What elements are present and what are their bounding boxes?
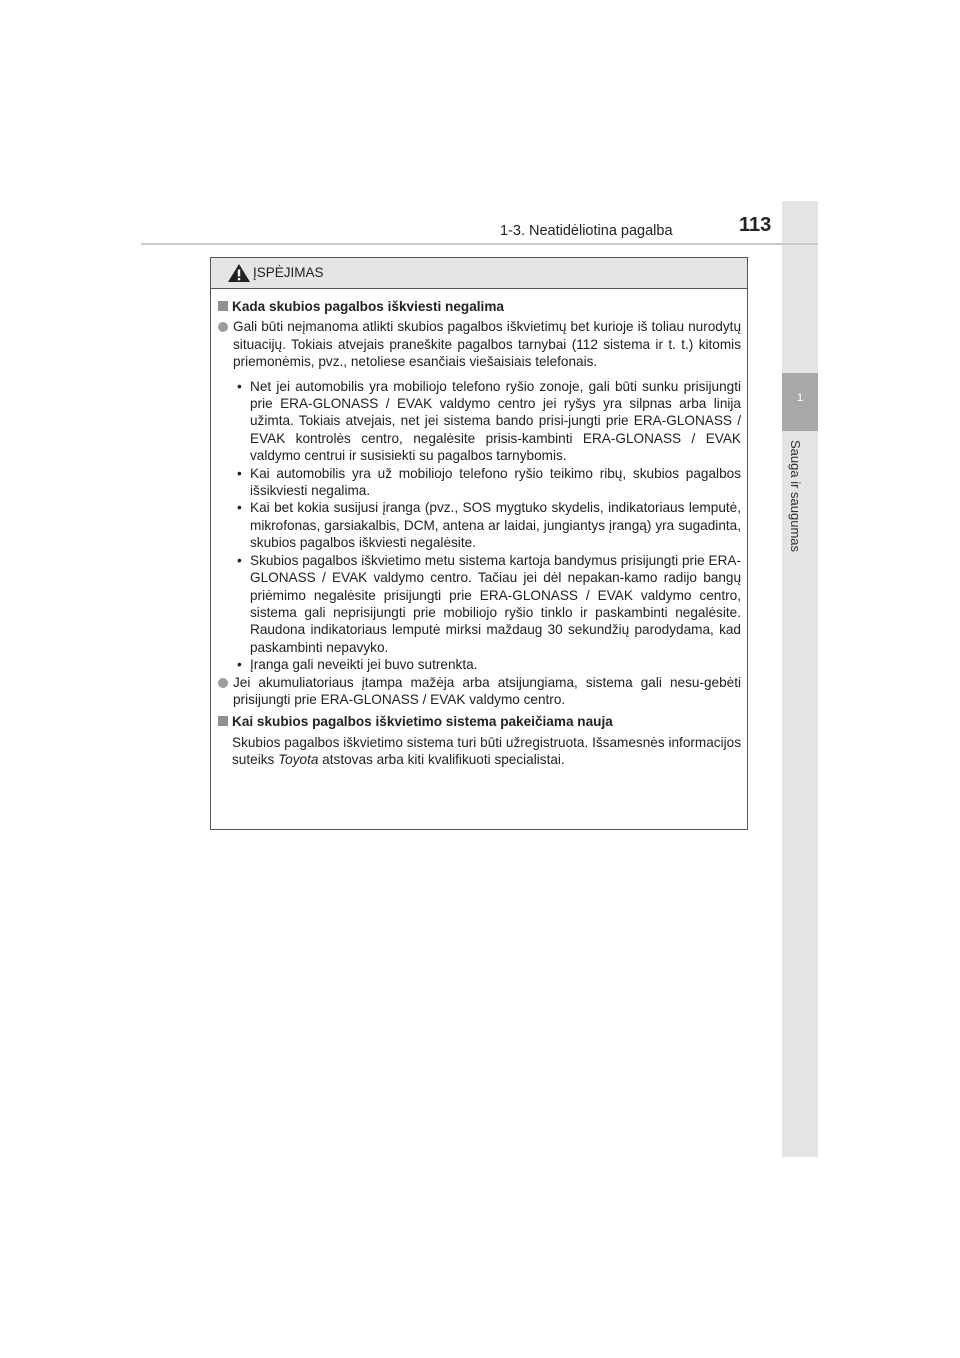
square-bullet-icon [218,716,228,726]
list-item-text: Skubios pagalbos iškvietimo metu sistema kartoja bandymus prisijungti prie ERA-GLONASS / EVAK valdymo centro. Tačiau jei dėl nepakan-kamo radijo bangų priėmimo negalėsite prisijungti prie ERA-GLONASS / EVAK valdymo centro, sistema gali neprisijungti prie mobiliojo ryšio tinklo ir paskambinti negalėsite. Raudona indikatoriaus lemputė mirksi maždaug 30 sekundžių parodydama, kad paskambinti nepavyko. [250,552,741,655]
list-item [237,465,741,500]
heading-text: Kai skubios pagalbos iškvietimo sistema pakeičiama nauja [232,714,613,730]
header-divider [141,243,818,245]
brand-name: Toyota [278,752,319,768]
circle-item [218,674,741,709]
paragraph-text-start: Skubios pagalbos iškvietimo sistema turi būti užregistruota. Išsamesnės informacijos suteiks [232,734,741,768]
section-title: 1-3. Neatidėliotina pagalba [500,223,673,239]
dot-bullet-icon: • [237,552,242,568]
warning-header [211,258,747,289]
circle-bullet-icon [218,322,228,332]
warning-title: ĮSPĖJIMAS [253,265,324,280]
list-item [237,656,741,673]
section-heading [217,713,741,730]
section-heading [217,298,741,315]
bullet-list [237,378,741,674]
list-item [237,378,741,465]
list-item [237,552,741,656]
warning-box [210,257,748,830]
dot-bullet-icon: • [237,378,242,394]
list-item-text: Kai bet kokia susijusi įranga (pvz., SOS mygtuko skydelis, indikatoriaus lemputė, mikrofonas, garsiakalbis, DCM, antena ar laidai, jungiantys įrangą) yra sugadinta, skubios pagalbos iškviesti negalėsite. [250,500,741,551]
paragraph [217,734,741,769]
dot-bullet-icon: • [237,465,242,481]
list-item [237,499,741,551]
dot-bullet-icon: • [237,657,242,673]
circle-bullet-icon [218,678,228,688]
page-number: 113 [739,214,772,236]
dot-bullet-icon: • [237,500,242,516]
circle-item-text: Jei akumuliatoriaus įtampa mažėja arba atsijungiama, sistema gali nesu-gebėti prisijungti prie ERA-GLONASS / EVAK valdymo centro. [233,674,741,707]
square-bullet-icon [218,301,228,311]
circle-item-text: Gali būti neįmanoma atlikti skubios pagalbos iškvietimų bet kurioje iš toliau nurodytų situacijų. Tokiais atvejais praneškite pagalbos tarnybai (112 sistema ir t. t.) kitomis priemonėmis, pvz., netoliese esančiais viešaisiais telefonais. [233,319,741,370]
warning-triangle-icon [227,263,251,283]
list-item-text: Kai automobilis yra už mobiliojo telefono ryšio teikimo ribų, skubios pagalbos išsikviesti negalima. [250,465,741,499]
warning-body [211,289,747,769]
circle-item [218,318,741,370]
heading-text: Kada skubios pagalbos iškviesti negalima [232,299,504,314]
list-item-text: Įranga gali neveikti jei buvo sutrenkta. [250,657,478,673]
side-chapter-strip [782,201,818,1157]
side-chapter-title: Sauga ir saugumas [788,440,803,553]
paragraph-text-end: atstovas arba kiti kvalifikuoti specialistai. [318,752,565,768]
side-chapter-number: 1 [796,392,804,404]
list-item-text: Net jei automobilis yra mobiliojo telefono ryšio zonoje, gali būti sunku prisijungti prie ERA-GLONASS / EVAK valdymo centro jei ryšys yra silpnas arba linija užimta. Tokiais atvejais, net jei sistema bando prisi-jungti prie ERA-GLONASS / EVAK kontrolės centro, negalėsite prisis-kambinti ERA-GLONASS / EVAK valdymo centrui ir susisiekti su pagalbos tarnybomis. [250,378,741,464]
